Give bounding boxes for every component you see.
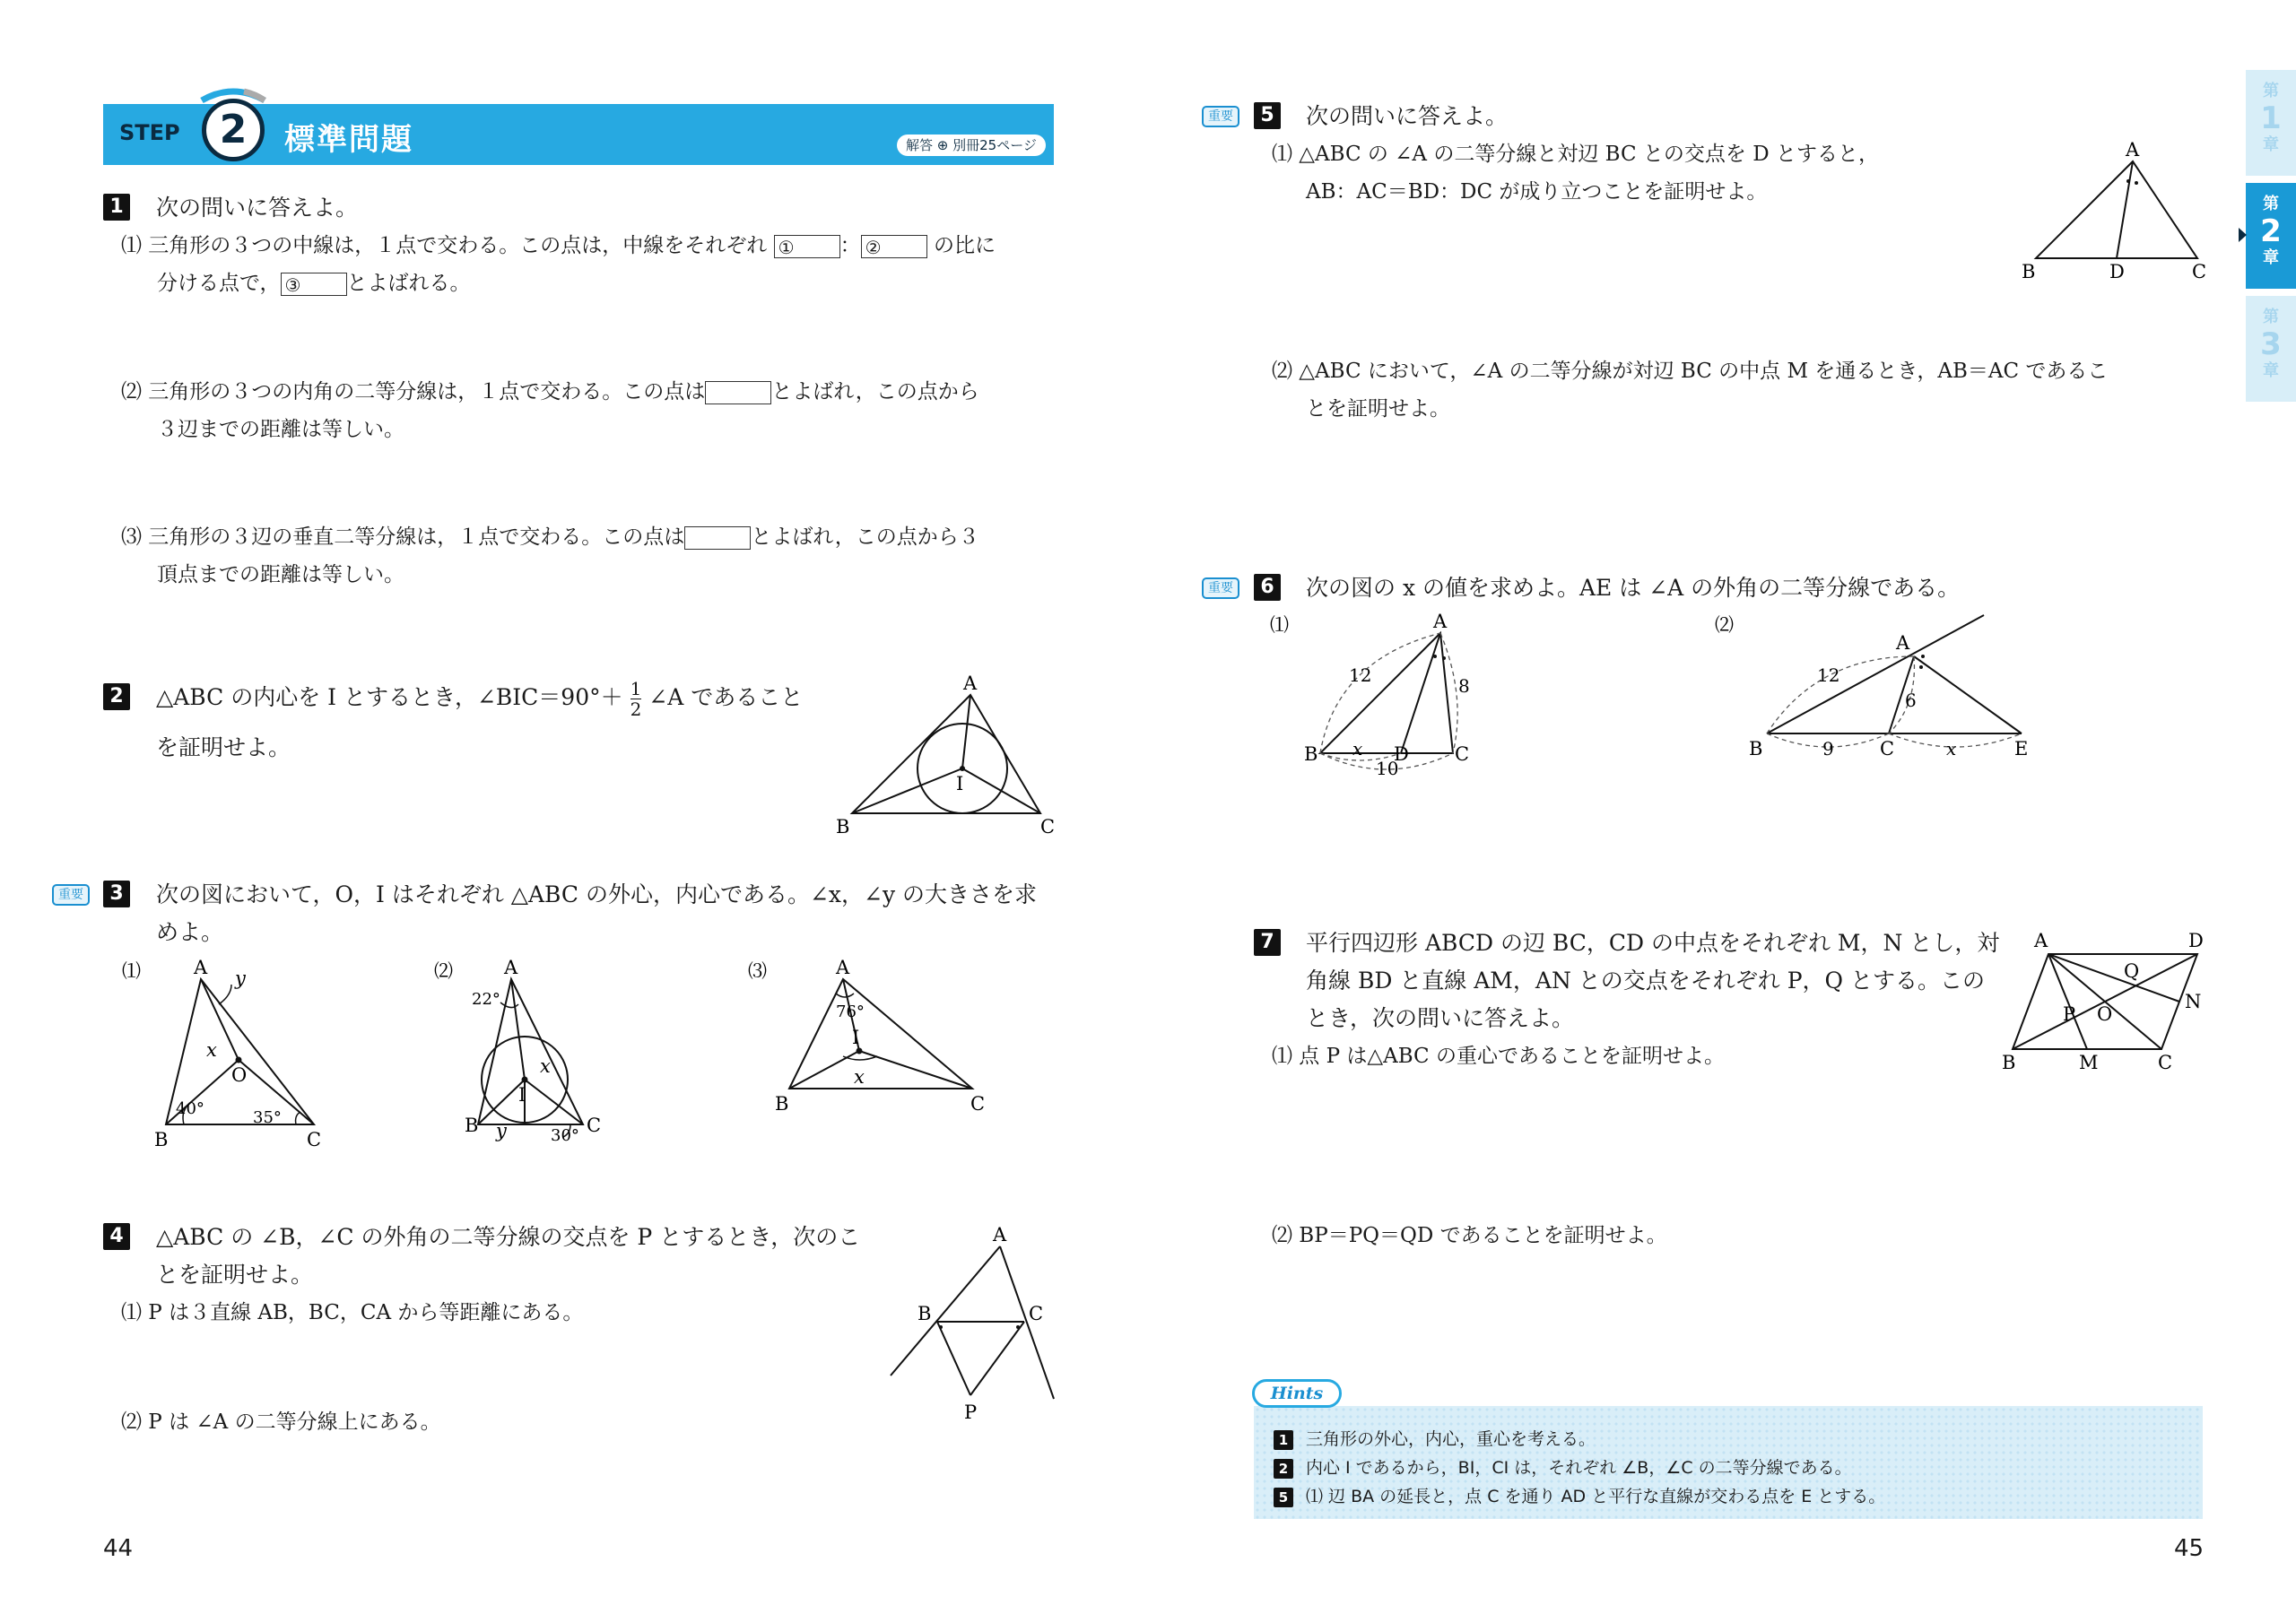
problem-4-number: 4	[103, 1223, 130, 1250]
problem-3-line1: 次の図において，O，I はそれぞれ △ABC の外心，内心である。∠x，∠y の大きさを求	[156, 881, 1038, 907]
chapter-tab-arrow-icon	[2239, 228, 2247, 242]
svg-text:C: C	[587, 1115, 602, 1136]
svg-text:A: A	[993, 1224, 1007, 1245]
svg-text:76°: 76°	[836, 1002, 865, 1021]
svg-text:10: 10	[1376, 758, 1399, 779]
problem-6-number: 6	[1254, 574, 1281, 601]
svg-text:A: A	[1433, 611, 1448, 632]
svg-text:A: A	[504, 957, 518, 978]
svg-text:B: B	[1304, 743, 1318, 765]
fraction-one-half: $\frac{1}{2}$	[630, 678, 642, 720]
problem-5-q2-line2: とを証明せよ。	[1306, 397, 1450, 421]
problem-3-line2: めよ。	[156, 919, 224, 945]
problem-6-figure-2	[1709, 606, 2029, 785]
svg-text:D: D	[2188, 930, 2204, 951]
svg-text:40°: 40°	[176, 1099, 204, 1118]
svg-text:B: B	[775, 1093, 789, 1115]
svg-text:y: y	[235, 968, 246, 989]
svg-text:22°: 22°	[472, 990, 500, 1009]
svg-text:D: D	[2109, 261, 2125, 282]
problem-7-figure	[2002, 925, 2217, 1078]
svg-text:y: y	[496, 1120, 507, 1141]
answer-blank-2[interactable]: ②	[861, 235, 927, 258]
hints-box	[1254, 1406, 2203, 1519]
svg-text:M: M	[2079, 1052, 2099, 1073]
problem-4-q1: ⑴ P は３直線 AB，BC，CA から等距離にある。	[121, 1301, 584, 1324]
important-badge-5: 重要	[1202, 106, 1239, 127]
important-badge-6: 重要	[1202, 577, 1239, 599]
svg-text:B: B	[1749, 738, 1763, 759]
svg-text:9: 9	[1822, 738, 1834, 759]
svg-text:Q: Q	[2124, 960, 2140, 982]
svg-text:⑶: ⑶	[748, 960, 767, 982]
problem-7-number: 7	[1254, 929, 1281, 956]
svg-text:12: 12	[1817, 664, 1840, 686]
svg-text:A: A	[2126, 139, 2140, 161]
problem-5-q1-line1: ⑴ △ABC の ∠A の二等分線と対辺 BC との交点を D とすると，	[1272, 143, 1879, 166]
problem-3-figure-3	[743, 952, 994, 1123]
step-label: STEP	[119, 120, 180, 145]
problem-5-figure	[2009, 135, 2215, 287]
svg-text:B: B	[918, 1303, 932, 1324]
svg-text:B: B	[465, 1115, 479, 1136]
chapter-tab-3[interactable]: 第 3 章	[2246, 296, 2296, 402]
svg-text:I: I	[518, 1084, 526, 1106]
problem-3-figure-2	[429, 952, 626, 1145]
svg-text:6: 6	[1905, 690, 1917, 711]
svg-text:C: C	[307, 1129, 322, 1150]
problem-7-line3: とき，次の問いに答えよ。	[1306, 1005, 1575, 1031]
svg-text:8: 8	[1458, 675, 1470, 697]
problem-2-figure	[825, 668, 1067, 843]
problem-4-line1: △ABC の ∠B，∠C の外角の二等分線の交点を P とするとき，次のこ	[156, 1224, 861, 1250]
problem-1-q1-line2: 分ける点で， ③ とよばれる。	[157, 272, 471, 296]
problem-5-q2-line1: ⑵ △ABC において，∠A の二等分線が対辺 BC の中点 M を通るとき，AB＝AC であるこ	[1272, 360, 2109, 383]
svg-text:35°: 35°	[253, 1108, 282, 1127]
svg-text:⑴: ⑴	[122, 960, 141, 982]
svg-text:C: C	[2158, 1052, 2173, 1073]
chapter-tab-1[interactable]: 第 1 章	[2246, 70, 2296, 176]
chapter-tab-2[interactable]: 第 2 章	[2246, 183, 2296, 289]
problem-1-stem: 次の問いに答えよ。	[156, 195, 359, 221]
problem-1-q2-line2: ３辺までの距離は等しい。	[157, 418, 404, 441]
problem-1-number: 1	[103, 194, 130, 221]
page-number-left: 44	[103, 1535, 134, 1562]
problem-2-line2: を証明せよ。	[156, 734, 291, 760]
svg-text:P: P	[964, 1402, 978, 1423]
p2-label-A: A	[963, 673, 978, 694]
svg-text:A: A	[836, 957, 850, 978]
answer-blank-circumcenter[interactable]	[684, 526, 751, 550]
svg-text:O: O	[231, 1064, 248, 1086]
svg-text:x: x	[854, 1066, 865, 1088]
important-badge-3: 重要	[52, 884, 90, 906]
svg-text:⑴: ⑴	[1270, 614, 1289, 636]
svg-text:C: C	[1880, 738, 1895, 759]
svg-text:12: 12	[1349, 664, 1372, 686]
problem-5-stem: 次の問いに答えよ。	[1306, 103, 1509, 129]
svg-text:B: B	[154, 1129, 169, 1150]
answer-blank-incenter[interactable]	[705, 381, 771, 404]
problem-2-line1: △ABC の内心を I とするとき，∠BIC＝90°＋ $\frac{1}{2}$ ∠A であること	[156, 678, 804, 720]
problem-4-figure	[883, 1221, 1063, 1428]
svg-text:P: P	[2063, 1003, 2076, 1025]
answer-blank-3[interactable]: ③	[281, 273, 347, 296]
problem-7-q2: ⑵ BP＝PQ＝QD であることを証明せよ。	[1272, 1224, 1667, 1247]
header-arc-decoration	[197, 86, 269, 102]
problem-3-number: 3	[103, 881, 130, 907]
problem-2-number: 2	[103, 683, 130, 710]
hints-item-3: 5 ⑴ 辺 BA の延長と，点 C を通り AD と平行な直線が交わる点を E とする。	[1274, 1483, 1885, 1510]
svg-text:C: C	[2192, 261, 2207, 282]
svg-text:B: B	[2022, 261, 2036, 282]
svg-text:x: x	[540, 1055, 551, 1077]
svg-text:A: A	[2034, 930, 2048, 951]
hints-item-1: 1 三角形の外心，内心，重心を考える。	[1274, 1426, 1596, 1453]
svg-text:B: B	[2002, 1052, 2016, 1073]
svg-text:A: A	[194, 957, 208, 978]
svg-text:O: O	[2097, 1003, 2113, 1025]
p2-label-I: I	[956, 773, 964, 794]
svg-text:N: N	[2185, 991, 2202, 1012]
problem-3-figure-1	[117, 952, 332, 1150]
svg-text:E: E	[2014, 738, 2029, 759]
step-header	[103, 104, 1054, 165]
step-number: 2	[219, 107, 248, 152]
answer-reference: 解答 ⊕ 別冊25ページ	[897, 135, 1046, 156]
svg-text:C: C	[970, 1093, 986, 1115]
hints-item-2: 2 内心 I であるから，BI，CI は，それぞれ ∠B，∠C の二等分線である。	[1274, 1454, 1852, 1481]
svg-text:x: x	[1946, 738, 1957, 759]
page-number-right: 45	[2174, 1535, 2205, 1562]
problem-1-q3-line1: ⑶ 三角形の３辺の垂直二等分線は，１点で交わる。この点は とよばれ，この点から３	[121, 525, 979, 549]
answer-blank-1[interactable]: ①	[774, 235, 840, 258]
svg-text:x: x	[1352, 738, 1363, 759]
svg-text:C: C	[1029, 1303, 1044, 1324]
problem-5-number: 5	[1254, 102, 1281, 129]
svg-text:I: I	[852, 1027, 860, 1048]
svg-text:A: A	[1896, 632, 1910, 654]
problem-6-figure-1	[1265, 606, 1498, 785]
problem-4-q2: ⑵ P は ∠A の二等分線上にある。	[121, 1410, 441, 1434]
svg-text:30°: 30°	[551, 1126, 579, 1145]
problem-1-q3-line2: 頂点までの距離は等しい。	[157, 563, 404, 586]
step-number-circle	[202, 99, 265, 161]
problem-1-q1-line1: ⑴ 三角形の３つの中線は，１点で交わる。この点は，中線をそれぞれ ① ： ② の比に	[121, 234, 996, 258]
problem-7-line1: 平行四辺形 ABCD の辺 BC，CD の中点をそれぞれ M，N とし，対	[1306, 930, 2000, 956]
hints-title: Hints	[1270, 1384, 1324, 1403]
p2-label-C: C	[1040, 816, 1056, 838]
hints-title-badge	[1252, 1379, 1342, 1408]
svg-text:⑵: ⑵	[1715, 614, 1734, 636]
svg-text:D: D	[1394, 743, 1409, 765]
problem-1-q2-line1: ⑵ 三角形の３つの内角の二等分線は，１点で交わる。この点は とよばれ，この点から	[121, 380, 979, 404]
p2-label-B: B	[836, 816, 850, 838]
section-title: 標準問題	[284, 122, 413, 158]
problem-7-line2: 角線 BD と直線 AM，AN との交点をそれぞれ P，Q とする。この	[1306, 968, 1985, 994]
svg-text:⑵: ⑵	[434, 960, 453, 982]
svg-text:x: x	[206, 1039, 217, 1061]
problem-7-q1: ⑴ 点 P は△ABC の重心であることを証明せよ。	[1272, 1045, 1725, 1068]
problem-4-line2: とを証明せよ。	[156, 1262, 314, 1288]
problem-6-stem: 次の図の x の値を求めよ。AE は ∠A の外角の二等分線である。	[1306, 575, 1961, 601]
problem-5-q1-line2: AB：AC＝BD：DC が成り立つことを証明せよ。	[1306, 180, 1768, 204]
svg-text:C: C	[1455, 743, 1470, 765]
